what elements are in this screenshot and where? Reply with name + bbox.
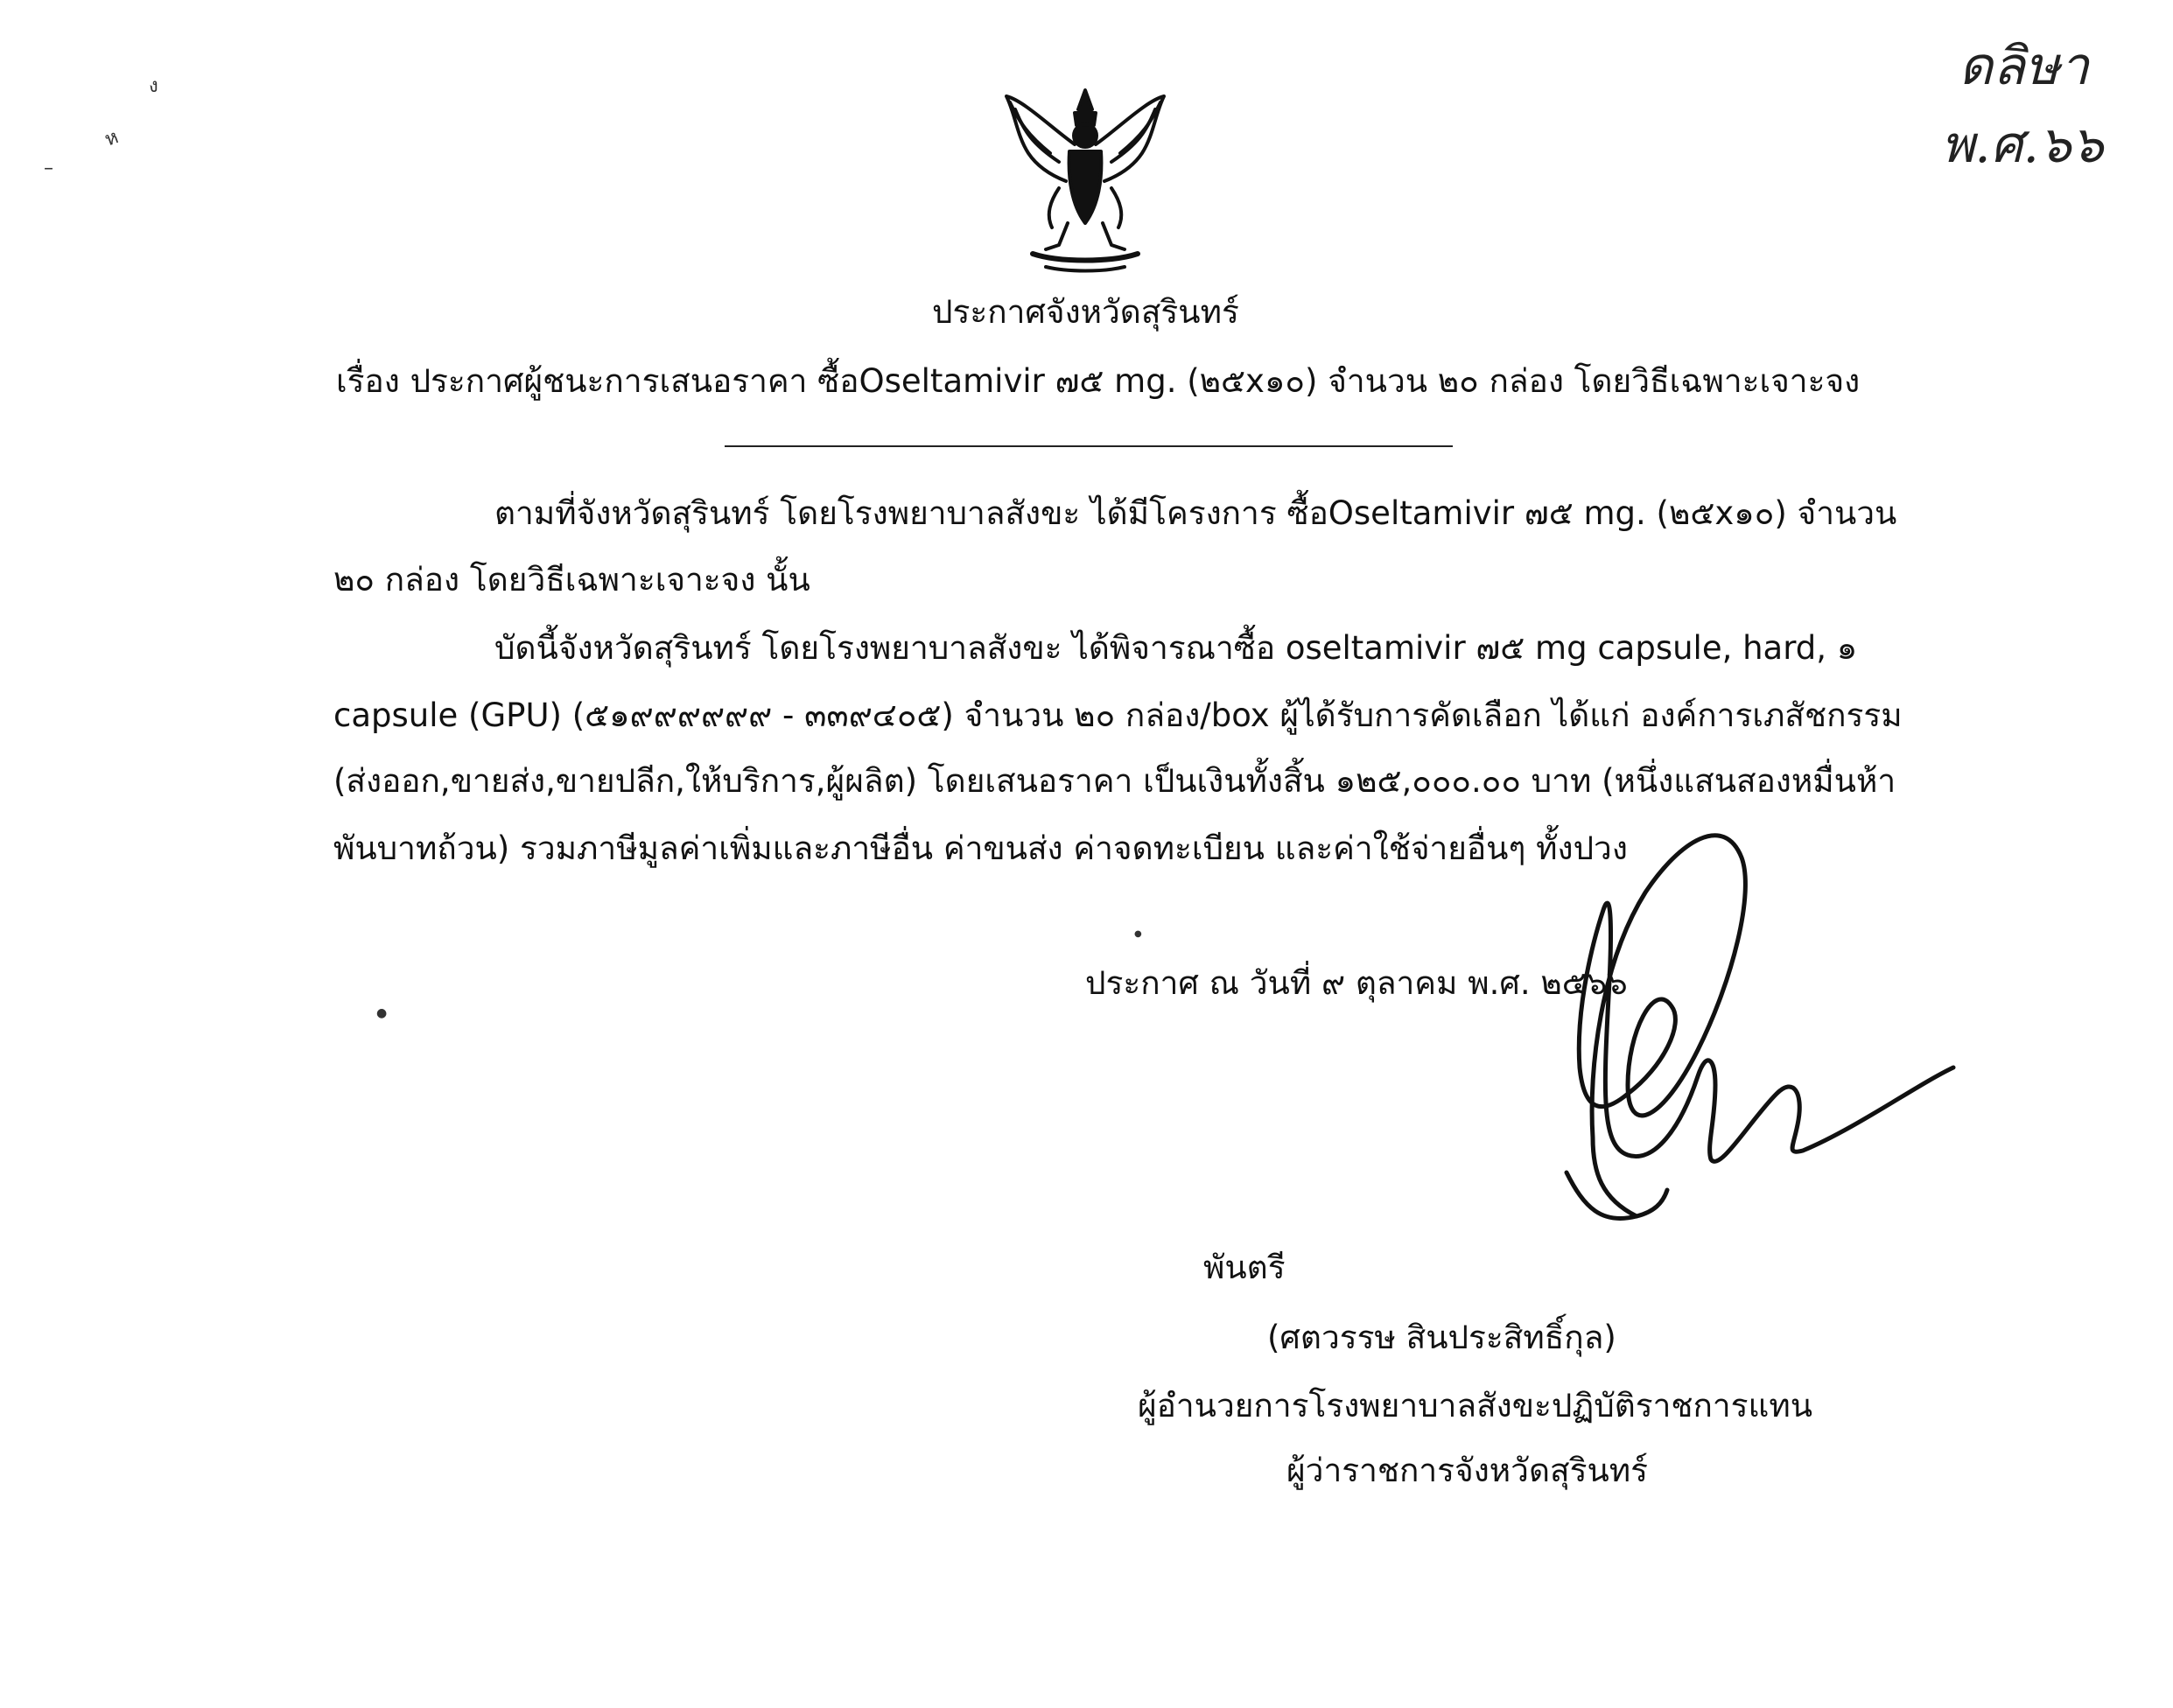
signatory-name: (ศตวรรษ สินประสิทธิ์กุล) [1267,1319,1616,1356]
handwritten-note-line1: ดลิษา [1959,36,2089,97]
signatory-rank: พันตรี [1203,1249,1286,1286]
handwritten-note-line2: พ.ศ.๖๖ [1941,115,2104,174]
paragraph2-line2: capsule (GPU) (๕๑๙๙๙๙๙๙ - ๓๓๙๔๐๕) จำนวน ๒๐ กล่อง/box ผู้ได้รับการคัดเลือก ได้แก่ องค์การเภสัชกรรม [333,696,1903,734]
heading-divider [725,445,1453,447]
paragraph1-line2: ๒๐ กล่อง โดยวิธีเฉพาะเจาะจง นั้น [333,561,810,598]
garuda-emblem-icon [998,83,1173,276]
paragraph2-line1: บัดนี้จังหวัดสุรินทร์ โดยโรงพยาบาลสังขะ ได้พิจารณาซื้อ oseltamivir ๗๕ mg capsule, hard, ๑ [494,629,1858,667]
scan-speck: ห [102,126,122,151]
paragraph2-line3: (ส่งออก,ขายส่ง,ขายปลีก,ให้บริการ,ผู้ผลิต) โดยเสนอราคา เป็นเงินทั้งสิ้น ๑๒๕,๐๐๐.๐๐ บาท (หนึ่งแสนสองหมื่นห้า [333,762,1896,800]
scan-speck: ง [149,75,158,97]
dateline: ประกาศ ณ วันที่ ๙ ตุลาคม พ.ศ. ๒๕๖๖ [1085,964,1628,1002]
signatory-position-line1: ผู้อำนวยการโรงพยาบาลสังขะปฏิบัติราชการแทน [1138,1387,1813,1424]
scan-speck: ● [1134,929,1142,939]
paragraph2-line4: พันบาทถ้วน) รวมภาษีมูลค่าเพิ่มและภาษีอื่น ค่าขนส่ง ค่าจดทะเบียน และค่าใช้จ่ายอื่นๆ ทั้งปวง [333,830,1628,867]
page-title: ประกาศจังหวัดสุรินทร์ [932,293,1239,331]
handwritten-signature [1365,805,1978,1295]
subject-line: เรื่อง ประกาศผู้ชนะการเสนอราคา ซื้อOseltamivir ๗๕ mg. (๒๕x๑๐) จำนวน ๒๐ กล่อง โดยวิธีเฉพาะเจาะจง [336,362,1861,400]
scan-speck: – [44,158,53,179]
paragraph1-line1: ตามที่จังหวัดสุรินทร์ โดยโรงพยาบาลสังขะ ได้มีโครงการ ซื้อOseltamivir ๗๕ mg. (๒๕x๑๐) จำนวน [494,494,1897,532]
signatory-position-line2: ผู้ว่าราชการจังหวัดสุรินทร์ [1286,1452,1648,1489]
scan-speck: ● [376,1006,388,1020]
